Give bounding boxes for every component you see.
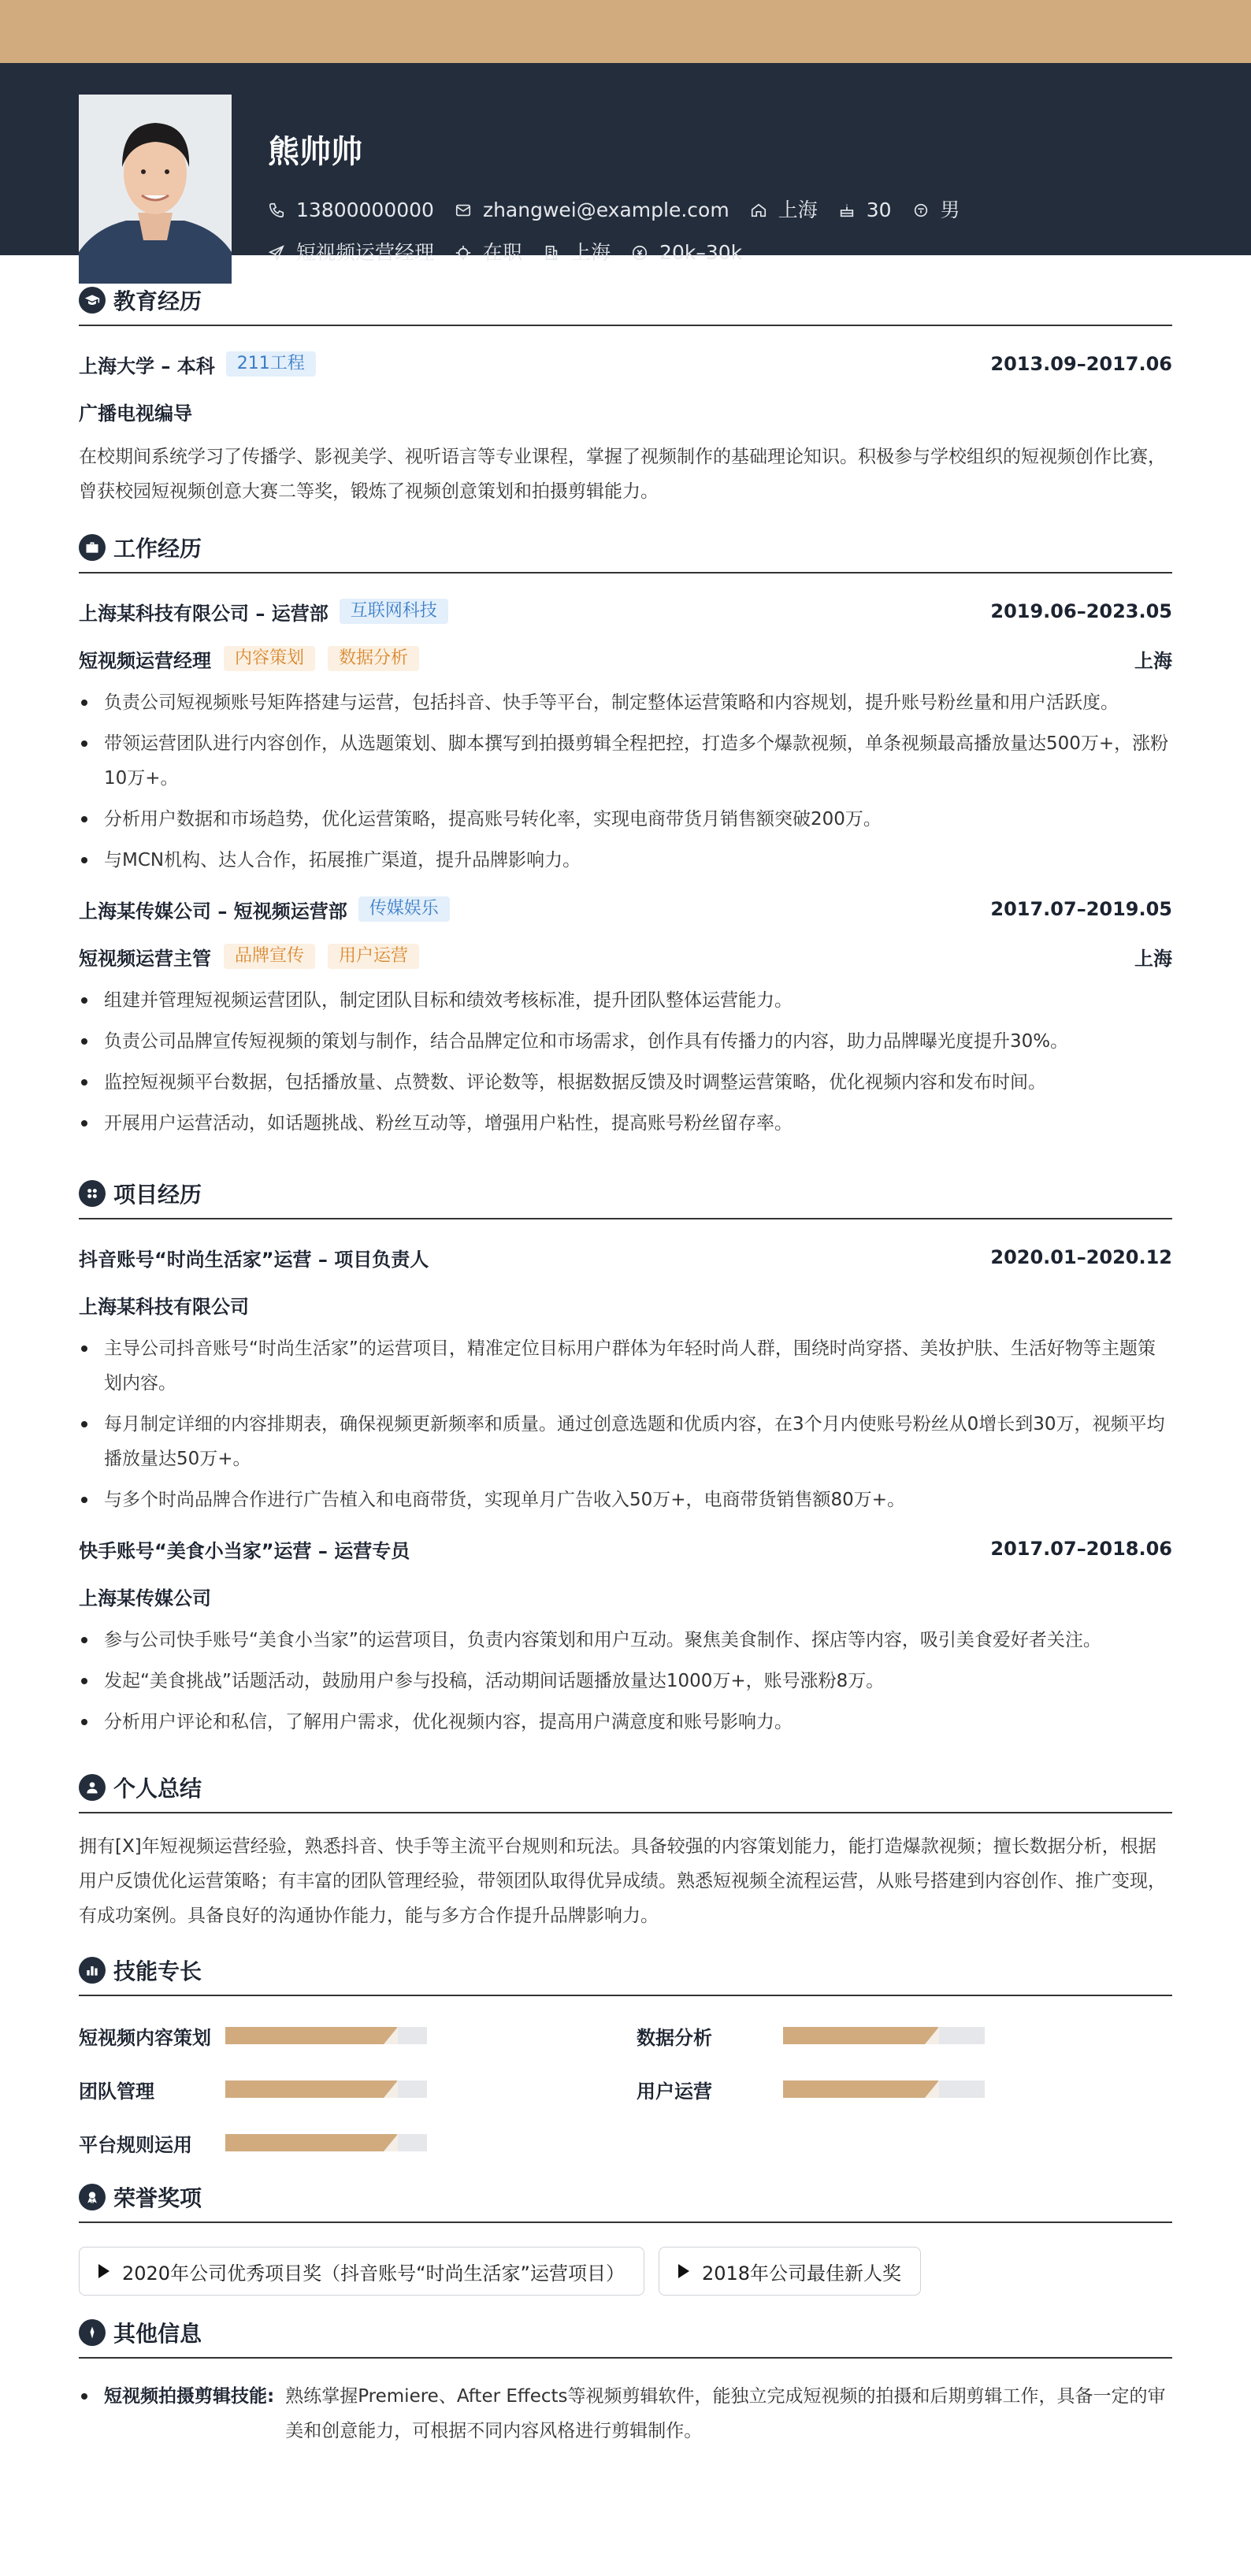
compass-icon [79,2319,106,2346]
mail-icon [455,202,472,219]
bullet-item: 监控短视频平台数据，包括播放量、点赞数、评论数等，根据数据反馈及时调整运营策略，优化视频内容和发布时间。 [79,1065,1172,1100]
bar-chart-icon [79,1957,106,1984]
skill-item [79,2127,637,2158]
job-head [79,596,1172,627]
section-title: 工作经历 [113,536,202,562]
bullet-item: 主导公司抖音账号“时尚生活家”的运营项目，精准定位目标用户群体为年轻时尚人群，围绕时尚穿搭、美妆护肤、生活好物等主题策划内容。 [79,1331,1172,1401]
bullet-item: 与多个时尚品牌合作进行广告植入和电商带货，实现单月广告收入50万+，电商带货销售额80万+。 [79,1483,1172,1517]
cake-icon [838,202,856,219]
skill-tag: 数据分析 [328,646,419,671]
honor-item [659,2247,921,2296]
bullet-item: 分析用户数据和市场趋势，优化运营策略，提高账号转化率，实现电商带货月销售额突破200万。 [79,802,1172,837]
project-entry [79,1533,1172,1739]
avatar-photo [79,95,232,284]
section-other [79,2308,1172,2359]
company-name: 上海某传媒公司 – 短视频运营部 [79,900,347,922]
play-triangle-icon [678,2264,689,2278]
section-projects [79,1169,1172,1219]
building-icon [543,244,560,262]
status-icon [455,244,472,262]
section-skills [79,1946,1172,1996]
job-head [79,893,1172,925]
project-bullets [79,1623,1172,1739]
phone-item [268,197,434,224]
honor-item [79,2247,644,2296]
project-date: 2020.01–2020.12 [990,1246,1172,1268]
job-role: 短视频运营经理 [79,649,211,672]
skill-name: 数据分析 [637,2026,712,2049]
industry-tag: 传媒娱乐 [358,896,450,922]
bullet-item: 分析用户评论和私信，了解用户需求，优化视频内容，提高用户满意度和账号影响力。 [79,1705,1172,1739]
job-entry [79,596,1172,878]
age-text: 30 [866,199,892,221]
email-text: zhangwei@example.com [482,199,729,221]
graduation-cap-icon [79,287,106,314]
section-title: 其他信息 [113,2321,202,2347]
skills-grid [79,2020,1172,2158]
job-entry [79,893,1172,1141]
bullet-item: 每月制定详细的内容排期表，确保视频更新频率和质量。通过创意选题和优质内容，在3个月内使账号粉丝从0增长到30万，视频平均播放量达50万+。 [79,1407,1172,1476]
status-text: 在职 [483,241,523,264]
award-icon [79,2184,106,2210]
other-item [79,2379,1172,2448]
major-text: 广播电视编导 [79,402,192,425]
skill-bar [225,2134,427,2151]
resume-body [79,276,1172,2448]
email-item [455,197,729,224]
project-org-text: 上海某科技有限公司 [79,1295,249,1318]
skill-item [79,2073,637,2105]
honors-list [79,2247,1172,2296]
skill-name: 团队管理 [79,2080,154,2103]
school-name: 上海大学 – 本科 [79,354,215,377]
project-bullets [79,1331,1172,1517]
gender-icon [912,202,930,219]
gender-item [912,197,960,224]
section-education [79,276,1172,326]
project-org [79,1580,1172,1612]
summary-text: 拥有[X]年短视频运营经验，熟悉抖音、快手等主流平台规则和玩法。具备较强的内容策划能力，能打造爆款视频；擅长数据分析，根据用户反馈优化运营策略；有丰富的团队管理经验，带领团队取得优异成绩。熟悉短视频全流程运营，从账号搭建到内容创作、推广变现，有成功案例。具备良好的沟通协作能力，能与多方合作提升品牌影响力。 [79,1836,1166,1926]
project-name: 快手账号“美食小当家”运营 – 运营专员 [79,1539,410,1562]
skill-item [637,2020,1172,2051]
job-role: 短视频运营主管 [79,947,211,970]
resume-header [0,63,1251,264]
skill-bar [225,2080,427,2098]
project-head [79,1533,1172,1565]
job-bullets [79,983,1172,1141]
phone-text: 13800000000 [296,199,434,221]
top-accent-band [0,0,1251,63]
target-city-text: 上海 [571,241,611,264]
other-key: 短视频拍摄剪辑技能: [104,2386,275,2407]
money-icon [631,244,648,262]
skill-tag: 品牌宣传 [224,944,315,969]
skill-tag: 内容策划 [224,646,315,671]
education-date: 2013.09–2017.06 [990,353,1172,375]
project-head [79,1242,1172,1273]
bullet-item: 带领运营团队进行内容创作，从选题策划、脚本撰写到拍摄剪辑全程把控，打造多个爆款视频，单条视频最高播放量达500万+，涨粉10万+。 [79,726,1172,796]
grid-icon [79,1180,106,1207]
skill-bar-fill [783,2027,938,2044]
play-triangle-icon [98,2264,110,2278]
skill-bar-fill [225,2080,397,2098]
skill-name: 平台规则运用 [79,2133,192,2156]
skill-item [637,2073,1172,2105]
skill-tag: 用户运营 [328,944,419,969]
age-item [838,197,892,224]
project-name: 抖音账号“时尚生活家”运营 – 项目负责人 [79,1248,429,1271]
section-work [79,523,1172,573]
other-list [79,2379,1172,2448]
project-org [79,1289,1172,1320]
job-city: 上海 [1134,649,1172,672]
section-title: 荣誉奖项 [113,2185,202,2211]
section-honors [79,2173,1172,2223]
company-name: 上海某科技有限公司 – 运营部 [79,602,329,625]
bullet-item: 参与公司快手账号“美食小当家”的运营项目，负责内容策划和用户互动。聚焦美食制作、探店等内容，吸引美食爱好者关注。 [79,1623,1172,1657]
skill-bar-fill [783,2080,938,2098]
skill-bar [783,2027,985,2044]
bullet-item: 发起“美食挑战”话题活动，鼓励用户参与投稿，活动期间话题播放量达1000万+，账号涨粉8万。 [79,1664,1172,1698]
skill-item [79,2020,637,2051]
major [79,395,1172,427]
honor-text: 2020年公司优秀项目奖（抖音账号“时尚生活家”运营项目） [122,2262,625,2285]
skill-bar-fill [225,2134,397,2151]
skill-bar [783,2080,985,2098]
bullet-item: 组建并管理短视频运营团队，制定团队目标和绩效考核标准，提升团队整体运营能力。 [79,983,1172,1018]
send-icon [268,244,285,262]
job-role-row [79,643,1172,674]
salary-text: 20k–30k [659,241,743,264]
skill-name: 用户运营 [637,2080,712,2103]
salary-item [631,239,742,266]
project-org-text: 上海某传媒公司 [79,1587,211,1609]
contact-row [268,197,981,224]
bullet-item: 负责公司品牌宣传短视频的策划与制作，结合品牌定位和市场需求，创作具有传播力的内容，助力品牌曝光度提升30%。 [79,1024,1172,1059]
other-value: 熟练掌握Premiere、After Effects等视频剪辑软件，能独立完成短视频的拍摄和后期剪辑工作，具备一定的审美和创意能力，可根据不同内容风格进行剪辑制作。 [285,2386,1166,2441]
target-city-item [543,239,611,266]
honor-text: 2018年公司最佳新人奖 [701,2262,902,2285]
job-role-row [79,941,1172,972]
school-tag: 211工程 [226,351,316,377]
home-icon [750,202,767,219]
bullet-item: 负责公司短视频账号矩阵搭建与运营，包括抖音、快手等平台，制定整体运营策略和内容规划，提升账号粉丝量和用户活跃度。 [79,685,1172,720]
section-title: 教育经历 [113,288,202,314]
avatar [79,95,232,284]
candidate-name: 熊帅帅 [268,134,362,170]
project-entry [79,1242,1172,1517]
phone-icon [268,202,285,219]
section-title: 项目经历 [113,1182,202,1208]
education-head [79,348,1172,380]
briefcase-icon [79,534,106,561]
industry-tag: 互联网科技 [340,599,448,624]
job-city: 上海 [1134,947,1172,970]
bullet-item: 开展用户运营活动，如话题挑战、粉丝互动等，增强用户粘性，提高账号粉丝留存率。 [79,1106,1172,1141]
city-item [750,197,818,224]
status-item [455,239,522,266]
section-summary [79,1763,1172,1813]
skill-bar [225,2027,427,2044]
target-role-item [268,239,434,266]
job-date: 2017.07–2019.05 [990,898,1172,920]
skill-name: 短视频内容策划 [79,2026,211,2049]
job-bullets [79,685,1172,878]
job-date: 2019.06–2023.05 [990,600,1172,622]
job-intent-row [268,239,763,266]
project-date: 2017.07–2018.06 [990,1538,1172,1560]
bullet-item: 与MCN机构、达人合作，拓展推广渠道，提升品牌影响力。 [79,843,1172,878]
section-title: 个人总结 [113,1776,202,1802]
city-text: 上海 [778,199,818,221]
section-title: 技能专长 [113,1958,202,1984]
user-icon [79,1774,106,1801]
skill-bar-fill [225,2027,397,2044]
education-desc: 在校期间系统学习了传播学、影视美学、视听语言等专业课程，掌握了视频制作的基础理论知识。积极参与学校组织的短视频创作比赛，曾获校园短视频创意大赛二等奖，锻炼了视频创意策划和拍摄剪辑能力。 [79,447,1166,502]
gender-text: 男 [940,199,960,221]
target-role-text: 短视频运营经理 [296,241,435,264]
